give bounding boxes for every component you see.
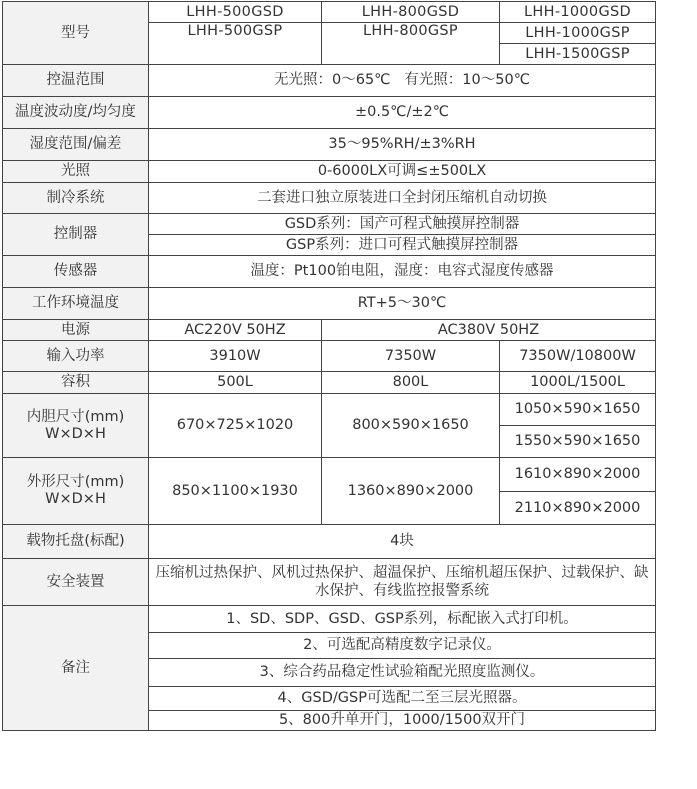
controller-gsd: GSD系列：国产可程式触摸屏控制器 <box>149 214 656 235</box>
row-cooling <box>3 183 656 214</box>
row-temp-fluct <box>3 97 656 129</box>
volume-800: 800L <box>322 372 500 394</box>
row-input-power <box>3 341 656 372</box>
input-power-800: 7350W <box>322 341 500 372</box>
row-note-1 <box>3 606 656 633</box>
outer-label-line1: 外形尺寸(mm) <box>26 474 125 490</box>
row-model-gsd <box>3 2 656 23</box>
light-value: 0-6000LX可调≤±500LX <box>149 161 656 183</box>
outer-500: 850×1100×1930 <box>149 458 322 525</box>
inner-label-line2: W×D×H <box>45 425 106 442</box>
model-500gsd: LHH-500GSD <box>149 2 322 23</box>
power-label: 电源 <box>3 320 149 341</box>
temp-range-value: 无光照：0～65℃ 有光照：10～50℃ <box>149 65 656 97</box>
light-label: 光照 <box>3 161 149 183</box>
model-1000gsp: LHH-1000GSP <box>500 23 656 44</box>
note-1: 1、SD、SDP、GSD、GSP系列，标配嵌入式打印机。 <box>149 606 656 633</box>
tray-label: 载物托盘(标配) <box>3 525 149 559</box>
input-power-1000: 7350W/10800W <box>500 341 656 372</box>
row-sensor <box>3 256 656 288</box>
sensor-label: 传感器 <box>3 256 149 288</box>
model-800gsp: LHH-800GSP <box>322 23 500 65</box>
spec-table <box>2 1 656 731</box>
sensor-value: 温度：Pt100铂电阻，湿度：电容式湿度传感器 <box>149 256 656 288</box>
outer-800: 1360×890×2000 <box>322 458 500 525</box>
outer-1000: 1610×890×2000 <box>500 458 656 492</box>
safety-value: 压缩机过热保护、风机过热保护、超温保护、压缩机超压保护、过载保护、缺水保护、有线监控报警系统 <box>149 559 656 606</box>
safety-label: 安全装置 <box>3 559 149 606</box>
model-800gsd: LHH-800GSD <box>322 2 500 23</box>
row-inner-1 <box>3 394 656 426</box>
note-2: 2、可选配高精度数字记录仪。 <box>149 633 656 659</box>
inner-1000: 1050×590×1650 <box>500 394 656 426</box>
inner-500: 670×725×1020 <box>149 394 322 458</box>
temp-fluct-label: 温度波动度/均匀度 <box>3 97 149 129</box>
ambient-value: RT+5～30℃ <box>149 288 656 320</box>
model-label: 型号 <box>3 2 149 65</box>
controller-gsp: GSP系列：进口可程式触摸屏控制器 <box>149 235 656 256</box>
model-1000gsd: LHH-1000GSD <box>500 2 656 23</box>
model-1500gsp: LHH-1500GSP <box>500 44 656 65</box>
notes-label: 备注 <box>3 606 149 731</box>
note-3: 3、综合药品稳定性试验箱配光照度监测仪。 <box>149 659 656 687</box>
inner-label-line1: 内胆尺寸(mm) <box>26 408 125 425</box>
row-humidity <box>3 129 656 161</box>
cooling-value: 二套进口独立原装进口全封闭压缩机自动切换 <box>149 183 656 214</box>
input-power-500: 3910W <box>149 341 322 372</box>
ambient-label: 工作环境温度 <box>3 288 149 320</box>
temp-fluct-value: ±0.5℃/±2℃ <box>149 97 656 129</box>
humidity-value: 35～95%RH/±3%RH <box>149 129 656 161</box>
inner-800: 800×590×1650 <box>322 394 500 458</box>
outer-label-line2: W×D×H <box>45 491 106 507</box>
row-safety <box>3 559 656 606</box>
input-power-label: 输入功率 <box>3 341 149 372</box>
outer-1500: 2110×890×2000 <box>500 492 656 525</box>
note-5: 5、800升单开门，1000/1500双开门 <box>149 711 656 731</box>
row-power <box>3 320 656 341</box>
note-4: 4、GSD/GSP可选配二至三层光照器。 <box>149 687 656 711</box>
controller-label: 控制器 <box>3 214 149 256</box>
row-temp-range <box>3 65 656 97</box>
inner-label <box>3 394 149 458</box>
inner-1500: 1550×590×1650 <box>500 426 656 458</box>
volume-label: 容积 <box>3 372 149 394</box>
outer-label <box>3 458 149 525</box>
row-light <box>3 161 656 183</box>
row-controller-gsd <box>3 214 656 235</box>
row-tray <box>3 525 656 559</box>
row-ambient <box>3 288 656 320</box>
row-outer-1 <box>3 458 656 492</box>
cooling-label: 制冷系统 <box>3 183 149 214</box>
tray-value: 4块 <box>149 525 656 559</box>
model-500gsp: LHH-500GSP <box>149 23 322 65</box>
humidity-label: 湿度范围/偏差 <box>3 129 149 161</box>
volume-500: 500L <box>149 372 322 394</box>
power-380v: AC380V 50HZ <box>322 320 656 341</box>
temp-range-label: 控温范围 <box>3 65 149 97</box>
volume-1000: 1000L/1500L <box>500 372 656 394</box>
power-220v: AC220V 50HZ <box>149 320 322 341</box>
row-volume <box>3 372 656 394</box>
